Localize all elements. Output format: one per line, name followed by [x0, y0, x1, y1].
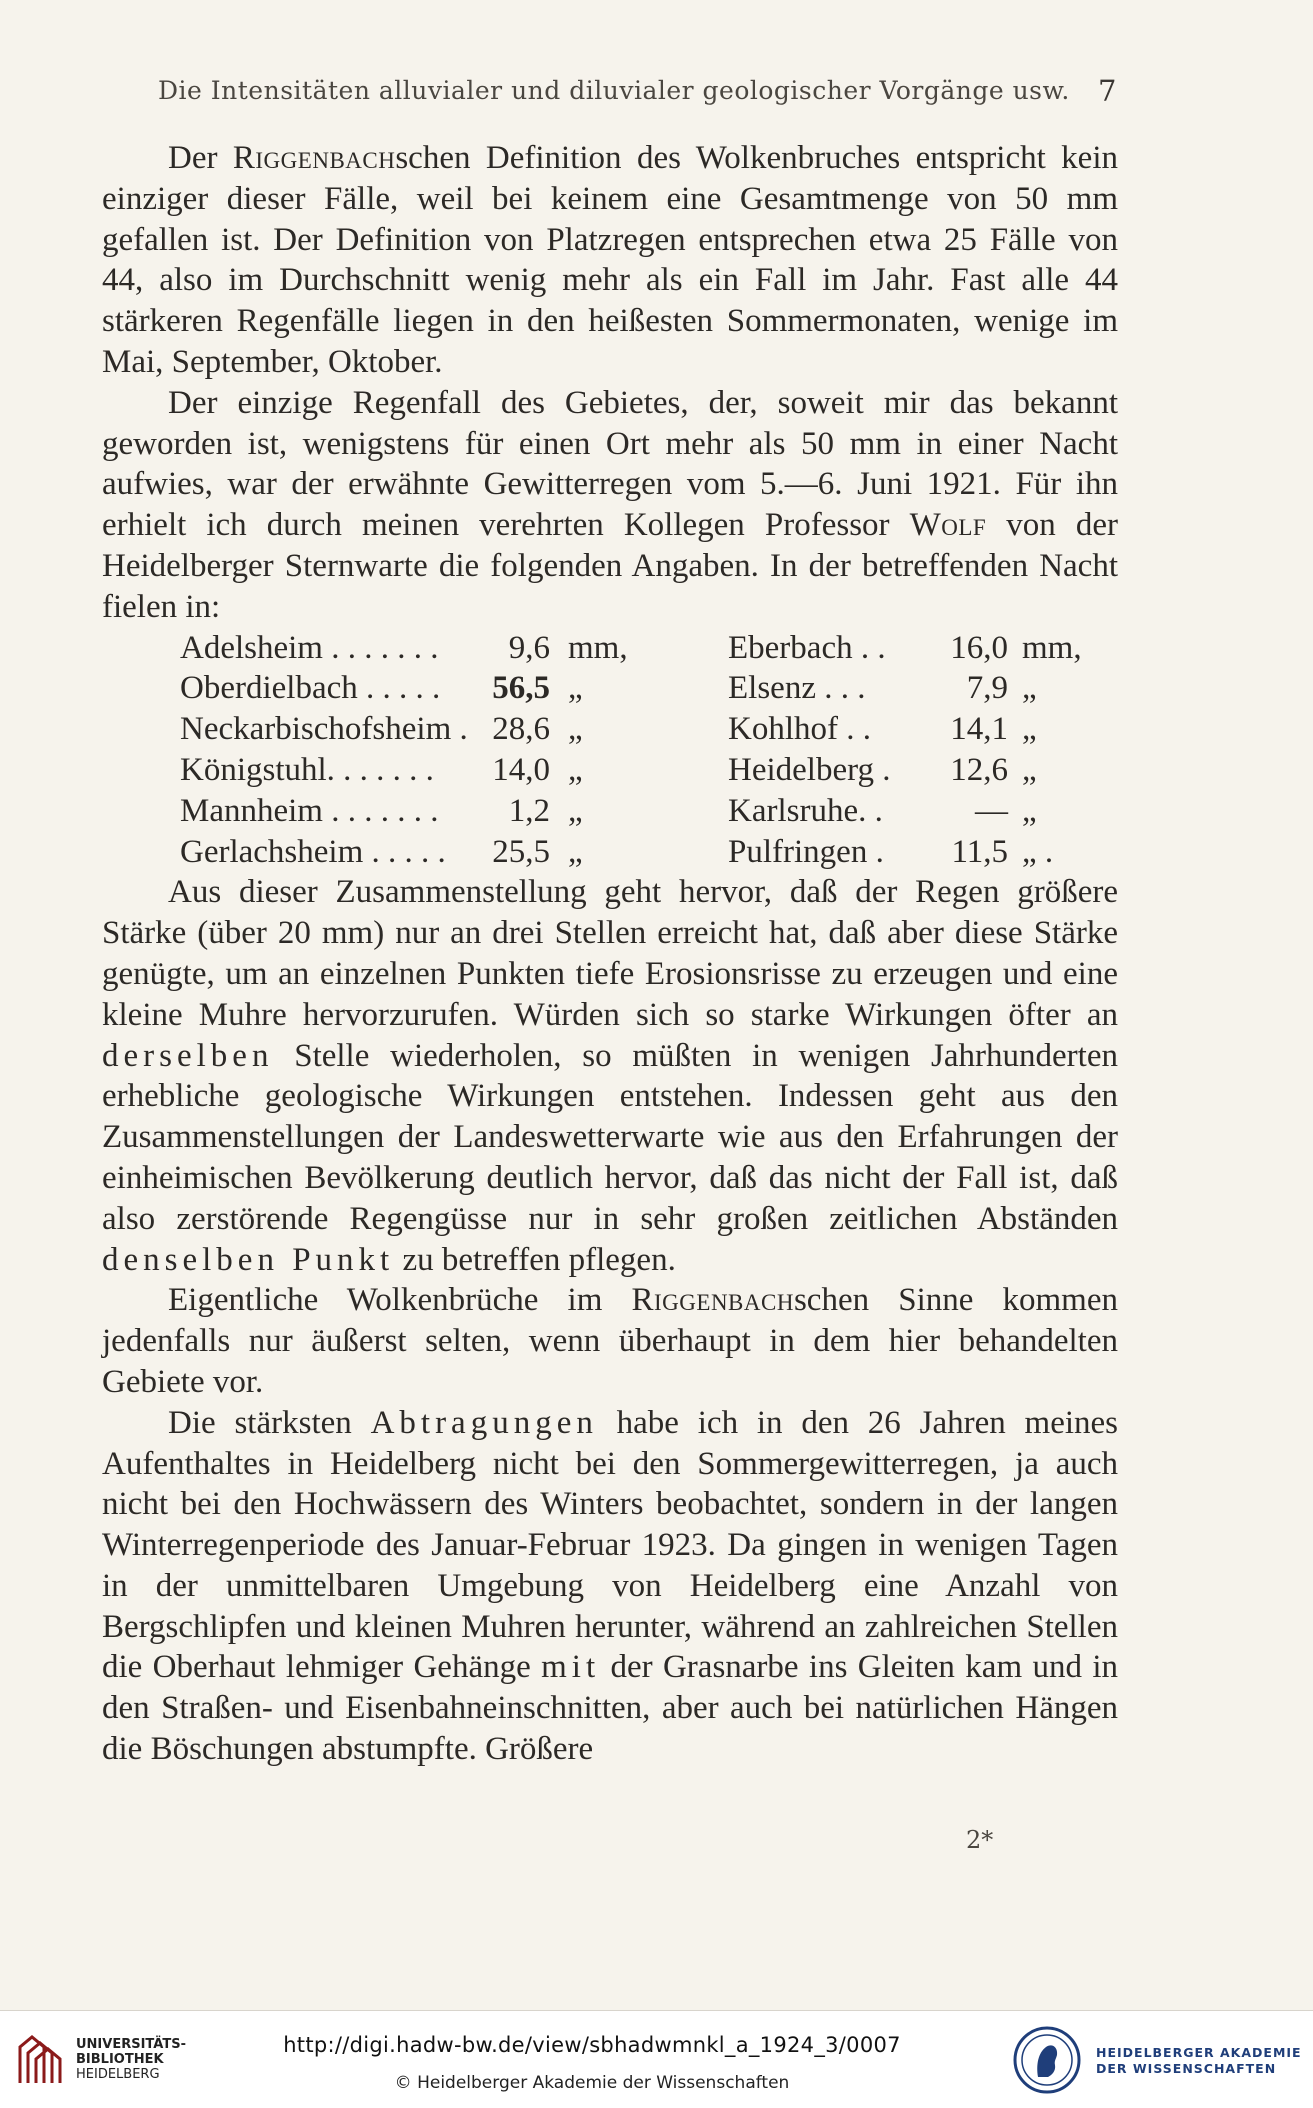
rainfall-value: 14,1 — [950, 711, 1008, 748]
station-name: Karlsruhe. . — [728, 792, 883, 829]
text-run: habe ich in den 26 Jahren meines Aufenthaltes in Heidelberg nicht bei den Sommergewitterregen, ja auch nicht bei den Hochwässern des Winters beobachtet, sondern in der langen Winterregenperiode des Januar-Februar 1923. Da gingen in wenigen Tagen in der unmittelbaren Umgebung von Heidelberg eine Anzahl von Bergschlipfen und kleinen Muhren herunter, während an zahlreichen Stellen die Oberhaut lehmiger Gehänge — [102, 1404, 1118, 1686]
station-name: Heidelberg . — [728, 751, 891, 788]
station-name: Pulfringen . — [728, 833, 884, 870]
station-name: Neckarbischofsheim . — [180, 711, 468, 748]
library-name-line: BIBLIOTHEK — [76, 2052, 164, 2067]
rainfall-row — [102, 668, 1082, 709]
rainfall-row — [102, 750, 1082, 791]
spaced-emphasis: mit — [541, 1649, 601, 1686]
library-name — [76, 2037, 186, 2082]
permalink-url[interactable]: http://digi.hadw-bw.de/view/sbhadwmnkl_a_1924_3/0007 — [283, 2033, 901, 2057]
unit-label: „ — [568, 751, 583, 788]
library-logo-icon — [14, 2031, 66, 2087]
unit-label: „ . — [1022, 833, 1054, 870]
running-title: Die Intensitäten alluvialer und diluvialer geologischer Vorgänge usw. — [158, 76, 1070, 105]
text-run: schen Sinne kommen jedenfalls nur äußerst selten, wenn überhaupt in dem hier behandelten Gebiete vor. — [102, 1282, 1118, 1400]
unit-label: mm, — [1022, 629, 1082, 666]
unit-label: „ — [568, 670, 583, 707]
library-name-line: UNIVERSITÄTS- — [76, 2037, 186, 2052]
page-number: 7 — [1098, 74, 1117, 108]
text-run: Eigentliche Wolkenbrüche im — [168, 1282, 632, 1319]
signature-mark: 2* — [966, 1826, 994, 1854]
text-run: Der — [168, 140, 233, 176]
rainfall-row — [102, 791, 1082, 832]
unit-label: „ — [1022, 670, 1037, 707]
station-name: Kohlhof . . — [728, 711, 871, 748]
unit-label: „ — [1022, 792, 1037, 829]
person-name: Riggenbach — [631, 1282, 794, 1319]
academy-name — [1096, 2045, 1302, 2077]
paragraph-1 — [102, 138, 1118, 383]
text-run: zu betreffen pflegen. — [394, 1241, 676, 1278]
rainfall-row — [102, 709, 1082, 750]
text-run: der Grasnarbe ins Gleiten kam und in den Straßen- und Eisenbahneinschnitten, aber auch bei natürlichen Hängen die Böschungen abstumpfte. Größere — [102, 1649, 1118, 1768]
station-name: Gerlachsheim . . . . . — [180, 833, 446, 870]
paragraph-4 — [102, 1280, 1118, 1402]
rainfall-value: 1,2 — [508, 792, 550, 829]
rainfall-value: 28,6 — [492, 711, 550, 748]
rainfall-value: 7,9 — [966, 670, 1008, 707]
paragraph-2 — [102, 383, 1118, 628]
spaced-emphasis: denselben Punkt — [102, 1241, 395, 1278]
unit-label: „ — [568, 833, 583, 870]
academy-name-line: HEIDELBERGER AKADEMIE — [1096, 2045, 1302, 2060]
unit-label: „ — [1022, 711, 1037, 748]
rainfall-value: 11,5 — [951, 833, 1008, 870]
station-name: Adelsheim . . . . . . . — [180, 629, 439, 666]
text-run: Aus dieser Zusammenstellung geht hervor, daß der Regen größere Stärke (über 20 mm) nur an drei Stellen erreicht hat, daß aber diese Stärke genügte, um an einzelnen Punkten tiefe Erosionsrisse zu erzeugen und eine kleine Muhre hervorzurufen. Würden sich so starke Wirkungen öfter an — [102, 874, 1118, 1033]
rainfall-value: 25,5 — [492, 833, 550, 870]
rainfall-value: 12,6 — [950, 751, 1008, 788]
unit-label: „ — [1022, 751, 1037, 788]
station-name: Eberbach . . — [728, 629, 886, 666]
person-name: Riggenbach — [232, 140, 396, 176]
text-run: von der Heidelberger Sternwarte die folgenden Angaben. In der betreffenden Nacht fielen in: — [102, 507, 1119, 625]
spaced-emphasis: derselben — [102, 1037, 274, 1074]
academy-name-line: DER WISSENSCHAFTEN — [1096, 2061, 1277, 2076]
unit-label: „ — [568, 711, 583, 748]
rainfall-row — [102, 628, 1082, 669]
station-name: Mannheim . . . . . . . — [180, 792, 439, 829]
rainfall-value: 14,0 — [492, 751, 550, 788]
paragraph-5 — [102, 1403, 1118, 1770]
unit-label: mm, — [568, 629, 628, 666]
station-name: Oberdielbach . . . . . — [180, 670, 441, 707]
station-name: Elsenz . . . — [728, 670, 866, 707]
rainfall-value: — — [975, 792, 1008, 829]
paragraph-3 — [102, 872, 1118, 1280]
rainfall-row — [102, 832, 1082, 873]
text-run: Die stärksten — [168, 1404, 371, 1441]
body-text — [102, 138, 1118, 1770]
rainfall-value: 56,5 — [492, 670, 550, 707]
station-name: Königstuhl. . . . . . . — [180, 751, 434, 788]
unit-label: „ — [568, 792, 583, 829]
academy-seal-icon — [1012, 2025, 1082, 2095]
text-run: Stelle wiederholen, so müßten in wenigen Jahrhunderten erhebliche geologische Wirkungen entstehen. Indessen geht aus den Zusammenstellungen der Landeswetterwarte wie aus den Erfahrungen der einheimischen Bevölkerung deutlich hervor, daß das nicht der Fall ist, daß also zerstörende Regengüsse nur in sehr großen zeitlichen Abständen — [102, 1037, 1118, 1237]
person-name: Wolf — [909, 507, 987, 544]
copyright-notice: © Heidelberger Akademie der Wissenschaften — [394, 2073, 790, 2093]
text-run: schen Definition des Wolkenbruches entspricht kein einziger dieser Fälle, weil bei keinem eine Gesamtmenge von 50 mm gefallen ist. Der Definition von Platzregen entsprechen etwa 25 Fälle von 44, also im Durchschnitt wenig mehr als ein Fall im Jahr. Fast alle 44 stärkeren Regenfälle liegen in den heißesten Sommermonaten, wenige im Mai, September, Oktober. — [102, 140, 1119, 380]
spaced-emphasis: Abtragungen — [370, 1404, 598, 1441]
rainfall-value: 16,0 — [950, 629, 1008, 666]
footer-bar — [0, 2010, 1313, 2108]
library-name-line: HEIDELBERG — [76, 2067, 160, 2082]
rainfall-table-body — [102, 628, 1082, 873]
rainfall-value: 9,6 — [508, 629, 550, 666]
text-run: Der einzige Regenfall des Gebietes, der, soweit mir das bekannt geworden ist, wenigstens für einen Ort mehr als 50 mm in einer Nacht aufwies, war der erwähnte Gewitterregen vom 5.—6. Juni 1921. Für ihn erhielt ich durch meinen verehrten Kollegen Professor — [102, 384, 1118, 544]
rainfall-table — [102, 628, 1082, 873]
